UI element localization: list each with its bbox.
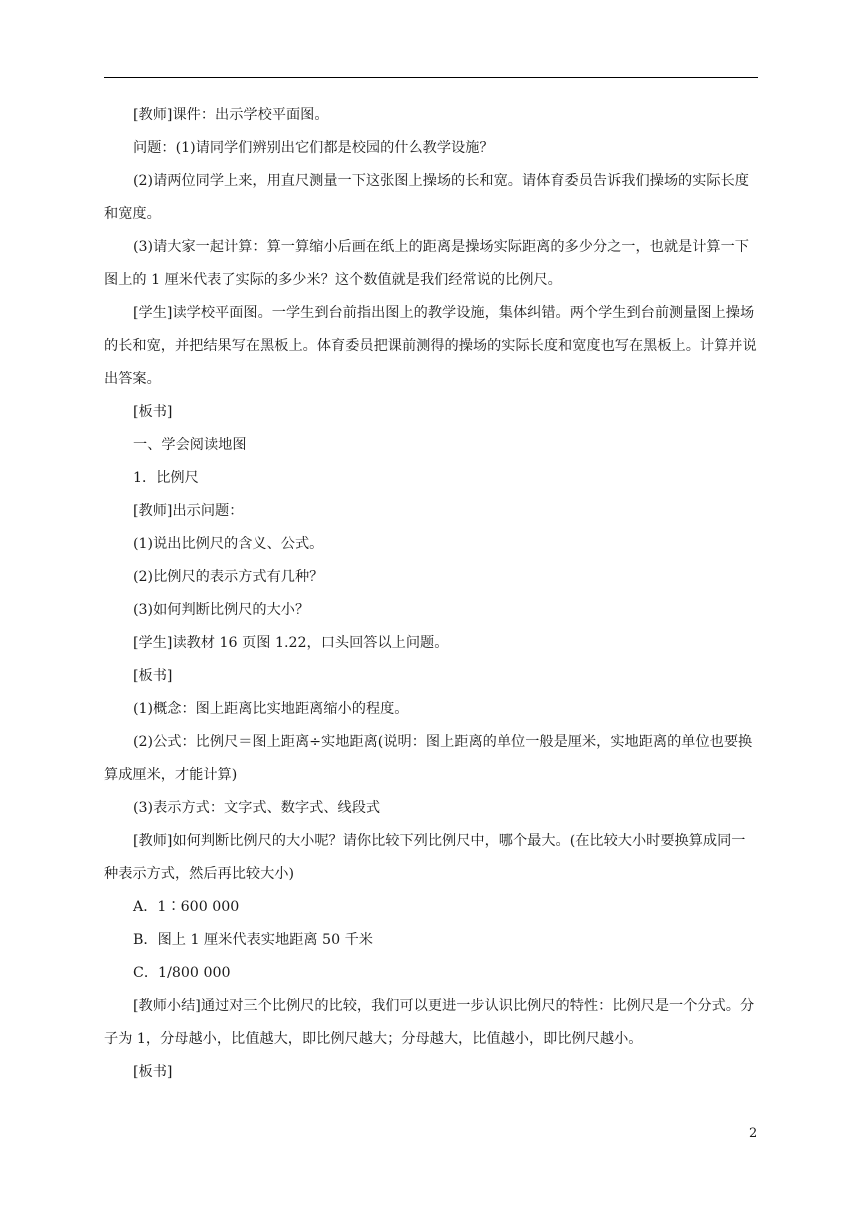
paragraph: [教师]课件：出示学校平面图。 <box>133 107 329 123</box>
page-number: 2 <box>749 1126 758 1141</box>
paragraph: [教师小结]通过对三个比例尺的比较，我们可以更进一步认识比例尺的特性：比例尺是一个分式。分子为 1，分母越小，比值越大，即比例尺越大；分母越大，比值越小，即比例尺越小。 <box>104 998 755 1047</box>
paragraph: [教师]出示问题： <box>133 503 244 519</box>
subsection-heading: 1．比例尺 <box>133 470 199 486</box>
list-item: (1)说出比例尺的含义、公式。 <box>133 536 324 552</box>
list-item: (1)概念：图上距离比实地距离缩小的程度。 <box>133 701 409 717</box>
list-item: (2)比例尺的表示方式有几种？ <box>133 569 324 585</box>
option-item: C．1/800 000 <box>133 965 231 981</box>
paragraph: 问题：(1)请同学们辨别出它们都是校园的什么教学设施？ <box>133 140 494 156</box>
document-body <box>104 99 758 1089</box>
paragraph: [板书] <box>133 1064 173 1080</box>
paragraph: [教师]如何判断比例尺的大小呢？请你比较下列比例尺中，哪个最大。(在比较大小时要换算成同一种表示方式，然后再比较大小) <box>104 833 746 882</box>
list-item: (2)公式：比例尺＝图上距离÷实地距离(说明：图上距离的单位一般是厘米，实地距离的单位也要换算成厘米，才能计算) <box>104 734 753 783</box>
paragraph: [板书] <box>133 404 173 420</box>
section-heading: 一、学会阅读地图 <box>133 437 247 453</box>
paragraph: (2)请两位同学上来，用直尺测量一下这张图上操场的长和宽。请体育委员告诉我们操场的实际长度和宽度。 <box>104 173 749 222</box>
option-item: A．1∶600 000 <box>133 899 240 915</box>
paragraph: [学生]读学校平面图。一学生到台前指出图上的教学设施，集体纠错。两个学生到台前测量图上操场的长和宽，并把结果写在黑板上。体育委员把课前测得的操场的实际长度和宽度也写在黑板上。计算并说出答案。 <box>104 305 757 387</box>
header-rule <box>104 77 758 78</box>
list-item: (3)表示方式：文字式、数字式、线段式 <box>133 800 381 816</box>
paragraph: [板书] <box>133 668 173 684</box>
option-item: B．图上 1 厘米代表实地距离 50 千米 <box>133 932 373 948</box>
paragraph: (3)请大家一起计算：算一算缩小后画在纸上的距离是操场实际距离的多少分之一，也就是计算一下图上的 1 厘米代表了实际的多少米？这个数值就是我们经常说的比例尺。 <box>104 239 749 288</box>
paragraph: [学生]读教材 16 页图 1.22，口头回答以上问题。 <box>133 635 449 651</box>
list-item: (3)如何判断比例尺的大小？ <box>133 602 310 618</box>
